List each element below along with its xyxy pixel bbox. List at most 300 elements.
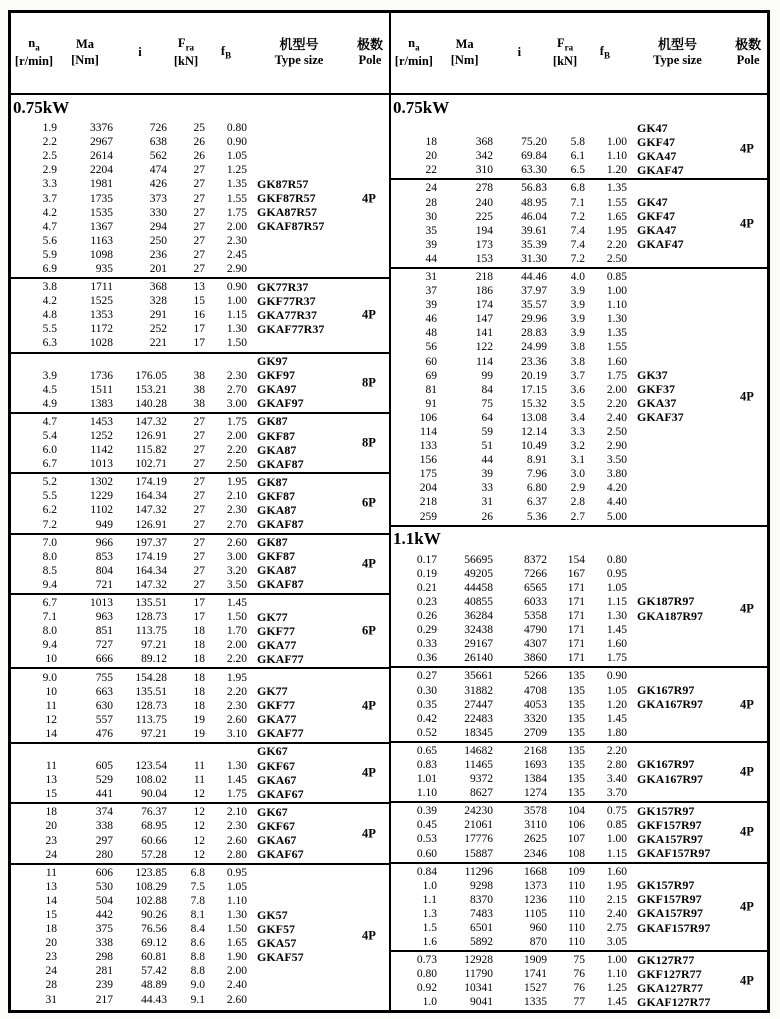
ratio-block — [11, 802, 389, 862]
table-row — [391, 921, 767, 935]
cell-speed: 156 — [419, 454, 437, 467]
table-row — [11, 908, 389, 922]
cell-ratio: 69.84 — [521, 150, 547, 163]
table-row — [11, 383, 389, 397]
cell-speed: 9.4 — [42, 639, 57, 652]
cell-torque: 1353 — [90, 309, 113, 322]
cell-radial-force: 2.9 — [570, 482, 585, 495]
cell-radial-force: 106 — [567, 819, 585, 832]
cell-type-size: GKAF77R37 — [257, 321, 325, 336]
cell-torque: 11790 — [464, 968, 493, 981]
cell-speed: 4.7 — [42, 415, 57, 428]
cell-service-factor: 3.00 — [226, 550, 247, 563]
table-row — [391, 397, 767, 411]
cell-radial-force: 77 — [573, 996, 585, 1009]
table-row — [391, 252, 767, 266]
cell-radial-force: 17 — [193, 611, 205, 624]
cell-torque: 1735 — [90, 192, 113, 205]
cell-ratio: 135.51 — [135, 685, 167, 698]
cell-radial-force: 3.1 — [570, 454, 585, 467]
cell-torque: 557 — [95, 713, 113, 726]
cell-torque: 8627 — [470, 787, 493, 800]
cell-service-factor: 2.00 — [606, 383, 627, 396]
cell-torque: 218 — [475, 270, 493, 283]
cell-torque: 22483 — [464, 712, 493, 725]
cell-ratio: 154.28 — [135, 671, 167, 684]
cell-ratio: 48.95 — [521, 196, 547, 209]
cell-speed: 1.10 — [416, 787, 437, 800]
cell-torque: 51 — [481, 440, 493, 453]
cell-speed: 18 — [425, 136, 437, 149]
cell-type-size: GKAF77 — [257, 651, 304, 666]
cell-service-factor: 1.15 — [226, 309, 247, 322]
table-row — [391, 981, 767, 995]
cell-service-factor: 1.55 — [226, 192, 247, 205]
cell-service-factor: 1.30 — [226, 323, 247, 336]
ratio-block — [391, 178, 767, 267]
table-row — [391, 832, 767, 846]
pole-label: 4P — [362, 307, 376, 322]
cell-ratio: 13.08 — [521, 411, 547, 424]
cell-speed: 69 — [425, 369, 437, 382]
cell-ratio: 221 — [149, 337, 167, 350]
cell-speed: 44 — [425, 252, 437, 265]
cell-torque: 966 — [95, 536, 113, 549]
table-row — [11, 670, 389, 684]
cell-service-factor: 1.95 — [606, 879, 627, 892]
cell-torque: 963 — [95, 611, 113, 624]
pole-label: 4P — [362, 765, 376, 780]
cell-ratio: 562 — [149, 150, 167, 163]
cell-service-factor: 2.10 — [226, 490, 247, 503]
cell-radial-force: 38 — [193, 383, 205, 396]
cell-service-factor: 1.75 — [606, 369, 627, 382]
cell-service-factor: 2.00 — [226, 220, 247, 233]
table-row — [11, 294, 389, 308]
cell-ratio: 1668 — [524, 865, 547, 878]
cell-torque: 851 — [95, 625, 113, 638]
cell-radial-force: 8.6 — [190, 937, 205, 950]
cell-speed: 1.6 — [422, 936, 437, 949]
cell-torque: 1013 — [90, 458, 113, 471]
cell-service-factor: 1.00 — [226, 295, 247, 308]
cell-speed: 5.6 — [42, 234, 57, 247]
cell-radial-force: 15 — [193, 295, 205, 308]
cell-type-size: GKAF67 — [257, 847, 304, 862]
table-row — [391, 786, 767, 800]
cell-torque: 32438 — [464, 624, 493, 637]
cell-ratio: 35.39 — [521, 238, 547, 251]
cell-torque: 44458 — [464, 581, 493, 594]
table-row — [11, 121, 389, 135]
cell-torque: 9298 — [470, 879, 493, 892]
table-row — [391, 163, 767, 177]
cell-service-factor: 2.60 — [226, 536, 247, 549]
cell-service-factor: 0.80 — [606, 553, 627, 566]
ratio-block — [391, 552, 767, 667]
cell-torque: 935 — [95, 262, 113, 275]
cell-torque: 9041 — [470, 996, 493, 1009]
cell-service-factor: 2.60 — [226, 993, 247, 1006]
cell-speed: 1.5 — [422, 922, 437, 935]
cell-ratio: 113.75 — [135, 713, 167, 726]
cell-type-size: GKA77R37 — [257, 307, 317, 322]
cell-speed: 0.26 — [416, 610, 437, 623]
power-section — [11, 95, 389, 1008]
table-row — [391, 726, 767, 740]
table-column-right — [389, 13, 767, 1010]
table-row — [11, 489, 389, 503]
table-row — [391, 210, 767, 224]
cell-speed: 4.8 — [42, 309, 57, 322]
pole-label: 4P — [362, 826, 376, 840]
cell-ratio: 115.82 — [135, 444, 167, 457]
cell-radial-force: 8.4 — [190, 923, 205, 936]
cell-speed: 6.9 — [42, 262, 57, 275]
cell-service-factor: 2.00 — [226, 639, 247, 652]
cell-radial-force: 3.8 — [570, 341, 585, 354]
cell-ratio: 108.02 — [135, 774, 167, 787]
cell-ratio: 1236 — [524, 893, 547, 906]
cell-speed: 175 — [419, 468, 437, 481]
header-service-factor: $f_B$ — [220, 44, 232, 61]
cell-speed: 4.5 — [42, 383, 57, 396]
table-row — [11, 280, 389, 294]
cell-speed: 30 — [425, 210, 437, 223]
cell-speed: 0.29 — [416, 624, 437, 637]
cell-torque: 1252 — [90, 430, 113, 443]
cell-radial-force: 19 — [193, 727, 205, 740]
cell-torque: 374 — [95, 806, 113, 819]
table-row — [11, 457, 389, 471]
table-row — [11, 699, 389, 713]
cell-ratio: 35.57 — [521, 299, 547, 312]
cell-service-factor: 2.20 — [606, 397, 627, 410]
cell-type-size: GKA167R97 — [637, 697, 703, 712]
header-torque: Ma [Nm] — [71, 37, 99, 67]
cell-radial-force: 8.1 — [190, 909, 205, 922]
cell-service-factor: 1.35 — [606, 182, 627, 195]
cell-type-size: GKA157R97 — [637, 906, 703, 921]
table-row — [11, 503, 389, 517]
cell-torque: 7483 — [470, 907, 493, 920]
table-row — [11, 578, 389, 592]
cell-torque: 2967 — [90, 136, 113, 149]
cell-type-size: GKA67 — [257, 833, 297, 848]
cell-radial-force: 7.4 — [570, 238, 585, 251]
cell-radial-force: 171 — [567, 610, 585, 623]
cell-torque: 949 — [95, 518, 113, 531]
cell-radial-force: 7.1 — [570, 196, 585, 209]
cell-torque: 1383 — [90, 397, 113, 410]
cell-torque: 1013 — [90, 597, 113, 610]
cell-torque: 15887 — [464, 847, 493, 860]
table-row — [11, 745, 389, 759]
table-row — [391, 510, 767, 524]
header-ratio: i — [138, 45, 142, 60]
cell-radial-force: 26 — [193, 136, 205, 149]
cell-ratio: 39.61 — [521, 224, 547, 237]
cell-service-factor: 2.30 — [226, 234, 247, 247]
cell-speed: 0.83 — [416, 758, 437, 771]
cell-radial-force: 18 — [193, 639, 205, 652]
cell-ratio: 56.83 — [521, 182, 547, 195]
cell-radial-force: 3.3 — [570, 426, 585, 439]
cell-speed: 28 — [425, 196, 437, 209]
cell-ratio: 197.37 — [135, 536, 167, 549]
cell-ratio: 330 — [149, 206, 167, 219]
cell-speed: 5.5 — [42, 490, 57, 503]
cell-ratio: 76.56 — [141, 923, 167, 936]
table-row — [391, 326, 767, 340]
cell-speed: 0.33 — [416, 638, 437, 651]
cell-service-factor: 2.80 — [606, 758, 627, 771]
table-row — [11, 135, 389, 149]
cell-type-size: GK87 — [257, 474, 288, 489]
cell-radial-force: 135 — [567, 787, 585, 800]
pole-label: 4P — [740, 389, 754, 404]
cell-torque: 1525 — [90, 295, 113, 308]
cell-torque: 1736 — [90, 369, 113, 382]
table-row — [11, 834, 389, 848]
cell-speed: 20 — [45, 937, 57, 950]
cell-speed: 218 — [419, 496, 437, 509]
cell-torque: 375 — [95, 923, 113, 936]
cell-speed: 0.80 — [416, 968, 437, 981]
cell-torque: 1102 — [90, 504, 113, 517]
table-row — [11, 950, 389, 964]
cell-ratio: 3578 — [524, 805, 547, 818]
cell-speed: 1.1 — [422, 893, 437, 906]
cell-service-factor: 0.85 — [606, 270, 627, 283]
table-row — [11, 415, 389, 429]
table-row — [11, 234, 389, 248]
cell-torque: 630 — [95, 699, 113, 712]
cell-torque: 75 — [481, 397, 493, 410]
cell-radial-force: 7.4 — [570, 224, 585, 237]
cell-ratio: 960 — [529, 922, 547, 935]
cell-type-size: GKA77 — [257, 712, 297, 727]
header-radial-force: $F_{ra}$ [kN] — [552, 36, 578, 69]
cell-radial-force: 27 — [193, 164, 205, 177]
cell-service-factor: 2.20 — [606, 744, 627, 757]
table-row — [391, 865, 767, 879]
table-row — [11, 685, 389, 699]
cell-ratio: 1909 — [524, 954, 547, 967]
cell-ratio: 147.32 — [135, 504, 167, 517]
cell-service-factor: 1.45 — [226, 597, 247, 610]
cell-type-size: GKA87 — [257, 442, 297, 457]
cell-ratio: 201 — [149, 262, 167, 275]
header-type-size: 机型号 Type size — [274, 37, 324, 68]
pole-label: 4P — [740, 216, 754, 231]
cell-torque: 1367 — [90, 220, 113, 233]
cell-speed: 24 — [45, 965, 57, 978]
cell-type-size: GKF77R37 — [257, 293, 316, 308]
cell-torque: 8370 — [470, 893, 493, 906]
cell-radial-force: 171 — [567, 595, 585, 608]
cell-ratio: 252 — [149, 323, 167, 336]
cell-torque: 338 — [95, 937, 113, 950]
cell-speed: 0.27 — [416, 670, 437, 683]
cell-speed: 4.7 — [42, 220, 57, 233]
table-row — [391, 467, 767, 481]
table-row — [11, 536, 389, 550]
cell-torque: 727 — [95, 639, 113, 652]
ratio-block — [11, 667, 389, 741]
cell-type-size: GKF87R57 — [257, 191, 316, 206]
cell-ratio: 15.32 — [521, 397, 547, 410]
table-column-left — [11, 13, 389, 1010]
cell-service-factor: 1.65 — [226, 937, 247, 950]
cell-torque: 721 — [95, 578, 113, 591]
cell-radial-force: 2.8 — [570, 496, 585, 509]
cell-radial-force: 8.8 — [190, 965, 205, 978]
cell-torque: 99 — [481, 369, 493, 382]
cell-speed: 1.01 — [416, 773, 437, 786]
cell-type-size: GKA87 — [257, 502, 297, 517]
cell-ratio: 97.21 — [141, 727, 167, 740]
cell-type-size: GKAF87 — [257, 456, 304, 471]
cell-torque: 298 — [95, 951, 113, 964]
cell-ratio: 128.73 — [135, 699, 167, 712]
table-row — [11, 978, 389, 992]
cell-service-factor: 2.60 — [226, 834, 247, 847]
cell-ratio: 4790 — [524, 624, 547, 637]
cell-speed: 0.23 — [416, 595, 437, 608]
ratio-block — [11, 742, 389, 802]
cell-speed: 23 — [45, 951, 57, 964]
table-row — [391, 312, 767, 326]
header-speed: $n_a$ [r/min] — [394, 36, 433, 69]
cell-speed: 0.65 — [416, 744, 437, 757]
table-row — [11, 262, 389, 276]
cell-type-size: GKF87 — [257, 549, 295, 564]
ratio-block — [391, 120, 767, 178]
cell-service-factor: 1.60 — [606, 355, 627, 368]
cell-radial-force: 12 — [193, 806, 205, 819]
cell-speed: 10 — [45, 653, 57, 666]
cell-radial-force: 38 — [193, 369, 205, 382]
cell-torque: 17776 — [464, 833, 493, 846]
cell-type-size: GK97 — [257, 354, 288, 369]
ratio-block — [11, 472, 389, 532]
cell-speed: 4.2 — [42, 206, 57, 219]
cell-radial-force: 135 — [567, 712, 585, 725]
cell-torque: 663 — [95, 685, 113, 698]
cell-service-factor: 1.75 — [226, 415, 247, 428]
cell-service-factor: 2.40 — [606, 907, 627, 920]
cell-service-factor: 2.60 — [226, 713, 247, 726]
cell-service-factor: 1.00 — [606, 136, 627, 149]
cell-ratio: 638 — [149, 136, 167, 149]
cell-torque: 441 — [95, 788, 113, 801]
cell-ratio: 1335 — [524, 996, 547, 1009]
cell-service-factor: 3.05 — [606, 936, 627, 949]
cell-ratio: 10.49 — [521, 440, 547, 453]
table-row — [11, 220, 389, 234]
table-row — [11, 610, 389, 624]
table-row — [391, 581, 767, 595]
cell-type-size: GK77 — [257, 609, 288, 624]
cell-service-factor: 1.75 — [226, 206, 247, 219]
cell-torque: 1098 — [90, 248, 113, 261]
cell-type-size: GKF157R97 — [637, 817, 702, 832]
cell-torque: 606 — [95, 866, 113, 879]
cell-radial-force: 11 — [193, 760, 205, 773]
ratio-block — [11, 120, 389, 277]
table-row — [391, 121, 767, 135]
cell-torque: 11465 — [464, 758, 493, 771]
cell-service-factor: 2.20 — [226, 653, 247, 666]
cell-speed: 0.35 — [416, 698, 437, 711]
cell-ratio: 108.29 — [135, 880, 167, 893]
cell-type-size: GK67 — [257, 744, 288, 759]
header-ratio: i — [517, 45, 522, 60]
pole-label: 4P — [740, 697, 754, 712]
table-row — [391, 224, 767, 238]
cell-ratio: 291 — [149, 309, 167, 322]
cell-ratio: 1384 — [524, 773, 547, 786]
cell-radial-force: 7.8 — [190, 894, 205, 907]
cell-ratio: 147.32 — [135, 415, 167, 428]
cell-speed: 3.3 — [42, 178, 57, 191]
cell-ratio: 176.05 — [135, 369, 167, 382]
pole-label: 8P — [362, 375, 376, 390]
table-row — [11, 518, 389, 532]
cell-speed: 1.9 — [42, 122, 57, 135]
cell-ratio: 6.80 — [526, 482, 547, 495]
cell-service-factor: 1.65 — [606, 210, 627, 223]
table-row — [391, 935, 767, 949]
cell-radial-force: 154 — [567, 553, 585, 566]
cell-ratio: 236 — [149, 248, 167, 261]
table-row — [391, 149, 767, 163]
table-row — [391, 758, 767, 772]
table-row — [11, 936, 389, 950]
cell-speed: 8.0 — [42, 625, 57, 638]
cell-speed: 0.42 — [416, 712, 437, 725]
table-row — [391, 553, 767, 567]
cell-service-factor: 2.40 — [226, 979, 247, 992]
cell-radial-force: 110 — [568, 922, 585, 935]
cell-torque: 36284 — [464, 610, 493, 623]
pole-label: 4P — [740, 824, 754, 839]
table-row — [391, 712, 767, 726]
cell-type-size: GKF47 — [637, 209, 675, 224]
cell-speed: 15 — [45, 788, 57, 801]
table-row — [391, 744, 767, 758]
cell-ratio: 373 — [149, 192, 167, 205]
cell-speed: 0.19 — [416, 567, 437, 580]
cell-service-factor: 3.50 — [226, 578, 247, 591]
cell-ratio: 24.99 — [521, 341, 547, 354]
cell-type-size: GKF47 — [637, 134, 675, 149]
cell-ratio: 1274 — [524, 787, 547, 800]
table-body-right — [391, 95, 767, 1010]
cell-torque: 755 — [95, 671, 113, 684]
cell-type-size: GKF87 — [257, 428, 295, 443]
table-row — [11, 550, 389, 564]
cell-speed: 5.4 — [42, 430, 57, 443]
table-row — [11, 993, 389, 1007]
table-row — [11, 848, 389, 862]
cell-torque: 24230 — [464, 805, 493, 818]
table-row — [391, 298, 767, 312]
cell-speed: 0.92 — [416, 982, 437, 995]
cell-service-factor: 4.20 — [606, 482, 627, 495]
cell-radial-force: 3.5 — [570, 397, 585, 410]
